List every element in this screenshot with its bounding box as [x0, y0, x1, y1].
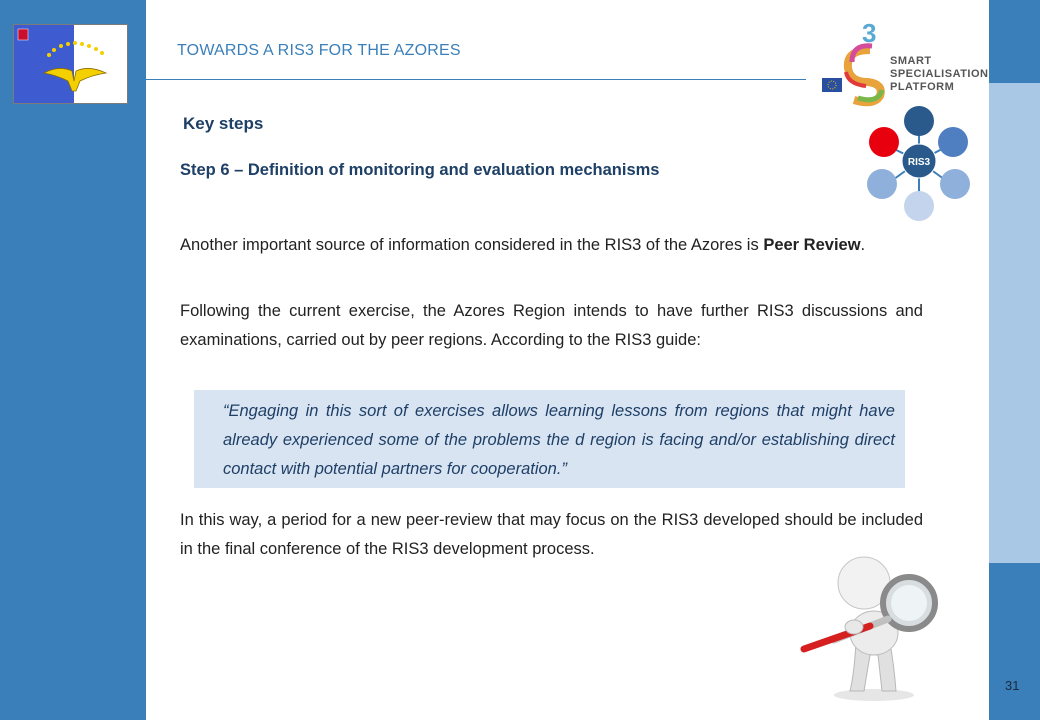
logo-line3: PLATFORM [890, 81, 955, 93]
logo-line1: SMART [890, 55, 932, 67]
paragraph-1-text: Another important source of information considered in the RIS3 of the Azores is [180, 236, 764, 254]
quote-text: “Engaging in this sort of exercises allows learning lessons from regions that might have already experienced some of the problems the d region is facing and/or establishing direct contact with potential partners for cooperation.” [223, 402, 895, 478]
page-number: 31 [1005, 678, 1020, 693]
header-divider [146, 79, 806, 80]
slide-canvas [146, 0, 989, 720]
page-title: TOWARDS A RIS3 FOR THE AZORES [177, 42, 461, 59]
logo-line2: SPECIALISATION [890, 68, 988, 80]
ris3-center-label: RIS3 [907, 157, 931, 168]
step-title: Step 6 – Definition of monitoring and evaluation mechanisms [180, 161, 660, 179]
right-light-panel [989, 83, 1040, 563]
paragraph-2: Following the current exercise, the Azores Region intends to have further RIS3 discussions and examinations, carried out by peer regions. According to the RIS3 guide: [180, 302, 923, 349]
quote-box [194, 390, 905, 488]
ris3-diagram [862, 104, 972, 224]
magnifying-glass-figure-icon [794, 545, 954, 705]
smart-specialisation-logo [818, 20, 988, 110]
paragraph-1-end: . [860, 236, 866, 254]
paragraph-1 [180, 231, 923, 260]
left-sidebar-band [0, 0, 146, 720]
section-heading: Key steps [183, 114, 264, 133]
azores-flag-icon [13, 24, 128, 104]
right-sidebar-band [989, 0, 1040, 720]
logo-number: 3 [862, 20, 877, 48]
paragraph-3: In this way, a period for a new peer-review that may focus on the RIS3 developed should be included in the final conference of the RIS3 development process. [180, 511, 923, 558]
peer-review-emphasis: Peer Review [763, 236, 861, 254]
